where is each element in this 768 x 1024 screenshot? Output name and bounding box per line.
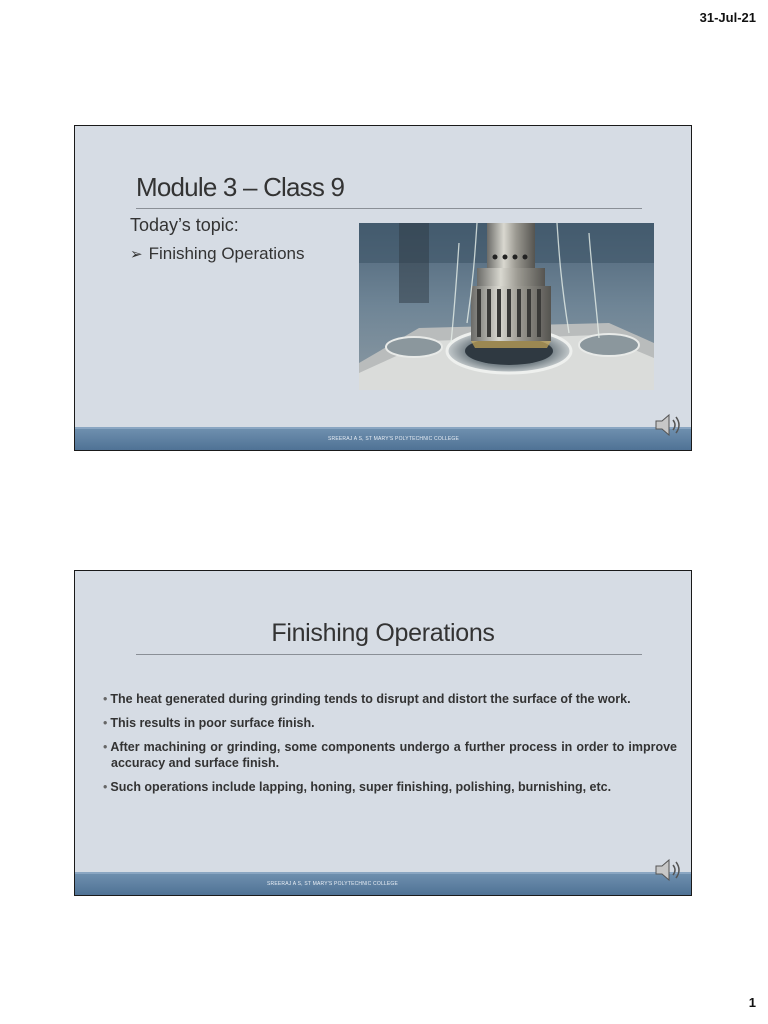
bullet-dot-icon: • xyxy=(103,740,108,754)
slide-2 xyxy=(74,570,692,896)
bullet-dot-icon: • xyxy=(103,692,108,706)
slide-1 xyxy=(74,125,692,451)
footer-text: SREERAJ A S, ST MARY'S POLYTECHNIC COLLEGE xyxy=(267,881,399,887)
bullet-text: This results in poor surface finish. xyxy=(110,716,315,730)
page-date: 31-Jul-21 xyxy=(699,10,756,25)
title-underline xyxy=(136,654,642,655)
title-underline xyxy=(136,208,642,209)
arrow-bullet-icon: ➢ xyxy=(130,246,143,263)
list-item xyxy=(103,739,677,771)
slide-title: Module 3 – Class 9 xyxy=(136,172,345,202)
slide-title: Finishing Operations xyxy=(271,619,495,647)
list-item xyxy=(103,691,677,707)
page-number: 1 xyxy=(748,995,756,1010)
bullet-text: Such operations include lapping, honing, super finishing, polishing, burnishing, etc. xyxy=(110,780,612,794)
bullet-text: After machining or grinding, some components undergo a further process in order to improve accuracy and surface finish. xyxy=(110,740,677,770)
list-item xyxy=(103,715,677,731)
bullet-text: The heat generated during grinding tends to disrupt and distort the surface of the work. xyxy=(110,692,631,706)
footer-text: SREERAJ A S, ST MARY'S POLYTECHNIC COLLEGE xyxy=(328,436,460,442)
topic-bullet-text: Finishing Operations xyxy=(148,244,305,263)
topic-label: Today’s topic: xyxy=(130,215,239,235)
speaker-icon[interactable] xyxy=(653,410,683,440)
bullet-list xyxy=(103,691,677,803)
list-item xyxy=(103,779,677,795)
slide-footer xyxy=(75,872,691,895)
slide-footer xyxy=(75,427,691,450)
speaker-icon[interactable] xyxy=(653,855,683,885)
bullet-dot-icon: • xyxy=(103,780,108,794)
honing-machine-photo xyxy=(359,223,654,390)
bullet-dot-icon: • xyxy=(103,716,108,730)
topic-bullet xyxy=(130,244,305,264)
